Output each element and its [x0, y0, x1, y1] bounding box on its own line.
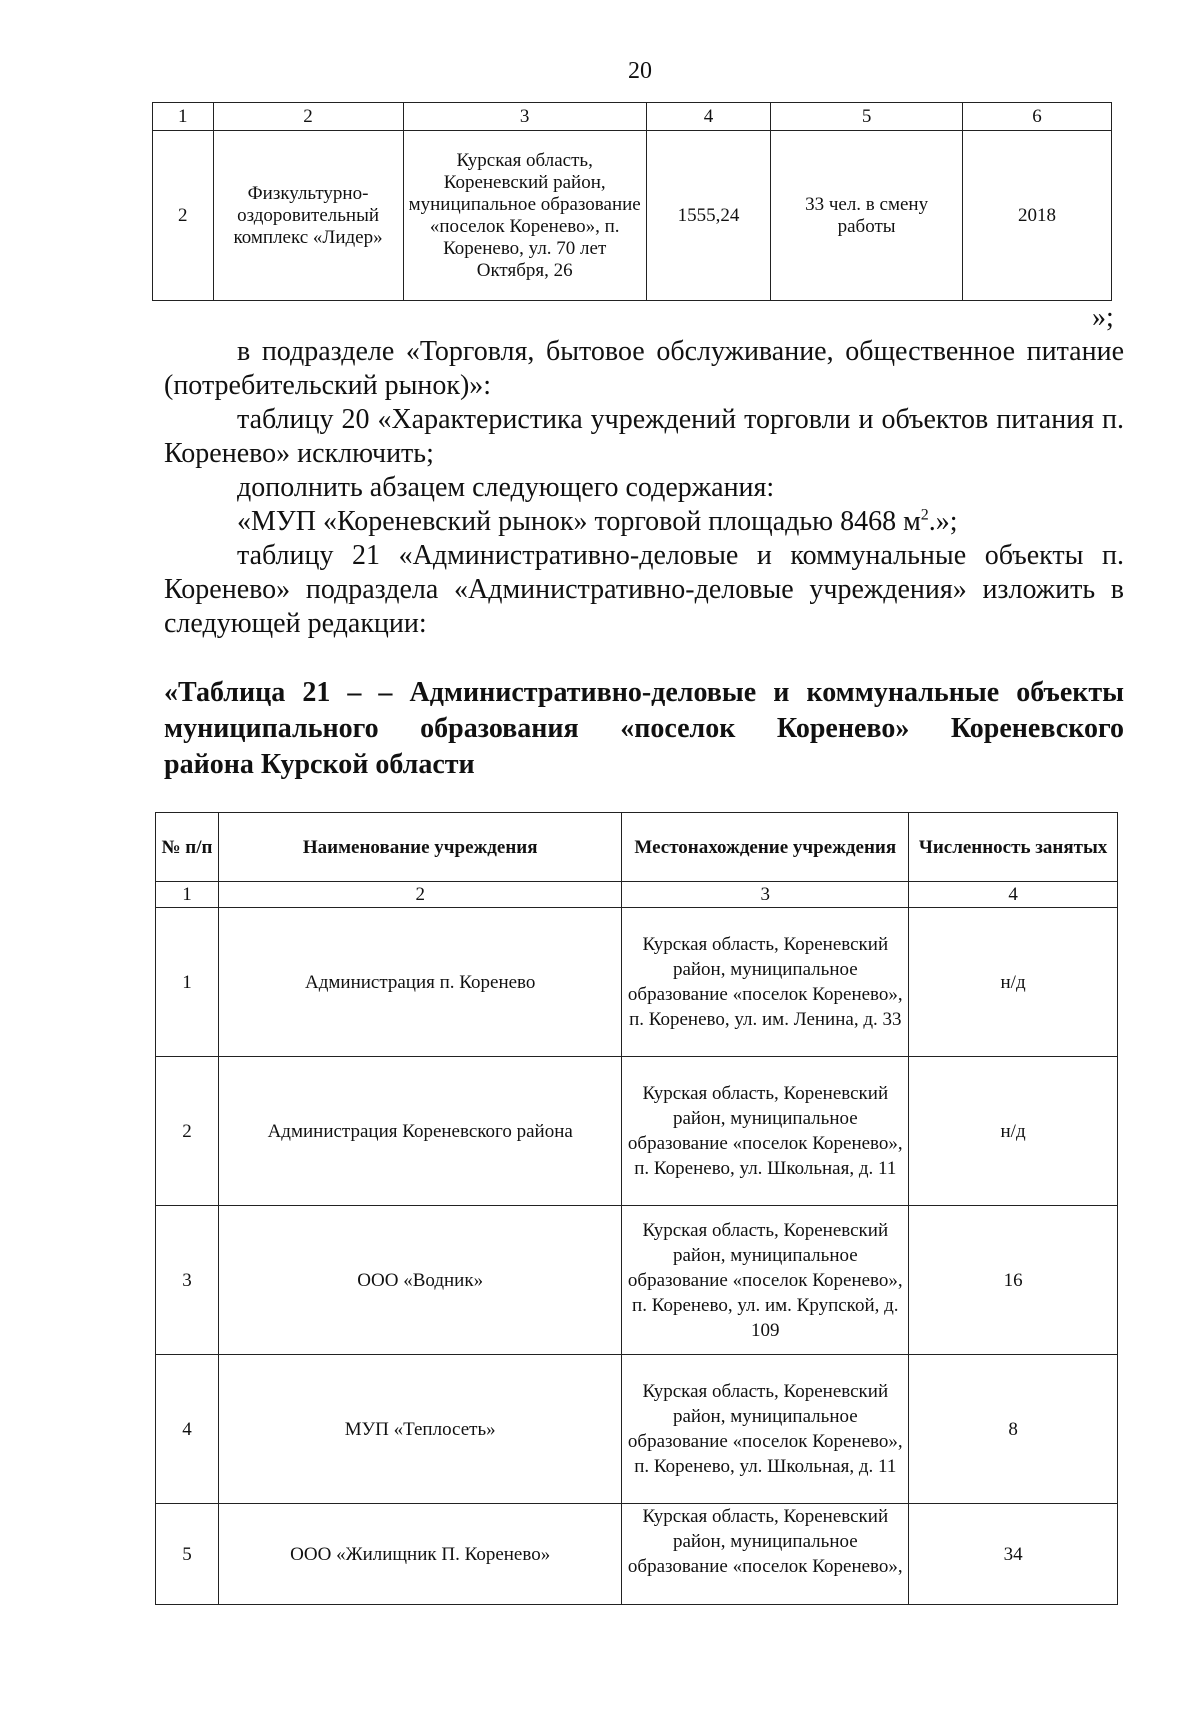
column-number: 3	[622, 882, 909, 908]
institution-address: Курская область, Кореневский район, муниципальное образование «поселок Коренево»,	[622, 1504, 909, 1605]
row-number: 1	[156, 908, 219, 1057]
employee-count: 34	[909, 1504, 1118, 1605]
institution-address: Курская область, Кореневский район, муниципальное образование «поселок Коренево», п. Коренево, ул. Школьная, д. 11	[622, 1057, 909, 1206]
column-number: 4	[909, 882, 1118, 908]
paragraph: дополнить абзацем следующего содержания:	[237, 472, 775, 503]
superscript: 2	[920, 506, 929, 524]
table-row	[153, 131, 1112, 301]
institution-address: Курская область, Кореневский район, муниципальное образование «поселок Коренево», п. Коренево, ул. им. Ленина, д. 33	[622, 908, 909, 1057]
table-row	[156, 1504, 1118, 1605]
row-number: 2	[153, 131, 214, 301]
column-header: Численность занятых	[909, 813, 1118, 882]
paragraph: таблицу 21 «Административно-деловые и коммунальные объекты п. Коренево» подраздела «Административно-деловые учреждения» изложить в следующей редакции:	[164, 540, 1124, 639]
table-title-line: «Таблица 21 – – Административно-деловые и коммунальные объекты	[164, 677, 1124, 708]
facility-name: Физкультурно-оздоровительный комплекс «Лидер»	[213, 131, 403, 301]
table-row	[156, 908, 1118, 1057]
employee-count: 16	[909, 1206, 1118, 1355]
employee-count: н/д	[909, 908, 1118, 1057]
column-number: 6	[963, 103, 1112, 131]
column-number: 5	[771, 103, 963, 131]
column-header: Местонахождение учреждения	[622, 813, 909, 882]
employee-count: 8	[909, 1355, 1118, 1504]
column-header: № п/п	[156, 813, 219, 882]
column-number: 2	[213, 103, 403, 131]
paragraph-text: «МУП «Кореневский рынок» торговой площадью 8468 м	[237, 506, 921, 537]
institution-name: Администрация Кореневского района	[218, 1057, 621, 1206]
paragraph	[164, 505, 1124, 539]
institution-address: Курская область, Кореневский район, муниципальное образование «поселок Коренево», п. Коренево, ул. Школьная, д. 11	[622, 1355, 909, 1504]
paragraph: таблицу 20 «Характеристика учреждений торговли и объектов питания п. Коренево» исключить;	[164, 404, 1124, 469]
column-number: 2	[218, 882, 621, 908]
institution-name: ООО «Жилищник П. Коренево»	[218, 1504, 621, 1605]
facility-capacity: 33 чел. в смену работы	[771, 131, 963, 301]
column-number: 4	[646, 103, 770, 131]
paragraph-text-end: .»;	[928, 506, 958, 537]
closing-quote-mark: »;	[1092, 302, 1114, 333]
column-number: 1	[156, 882, 219, 908]
table-row	[156, 1206, 1118, 1355]
table-title-line: муниципального образования «поселок Коренево» Кореневского	[164, 713, 1124, 744]
page-number: 20	[628, 58, 652, 84]
table-title-line: района Курской области	[164, 749, 475, 780]
column-number: 1	[153, 103, 214, 131]
column-header: Наименование учреждения	[218, 813, 621, 882]
row-number: 5	[156, 1504, 219, 1605]
institution-name: Администрация п. Коренево	[218, 908, 621, 1057]
institution-name: ООО «Водник»	[218, 1206, 621, 1355]
facility-address: Курская область, Кореневский район, муниципальное образование «поселок Коренево», п. Коренево, ул. 70 лет Октября, 26	[403, 131, 646, 301]
paragraph: в подразделе «Торговля, бытовое обслуживание, общественное питание (потребительский рынок)»:	[164, 336, 1124, 401]
top-table	[152, 102, 1112, 301]
column-number: 3	[403, 103, 646, 131]
institution-name: МУП «Теплосеть»	[218, 1355, 621, 1504]
row-number: 4	[156, 1355, 219, 1504]
table-row	[156, 1057, 1118, 1206]
body-text	[164, 335, 1124, 641]
row-number: 3	[156, 1206, 219, 1355]
employee-count: н/д	[909, 1057, 1118, 1206]
institution-address: Курская область, Кореневский район, муниципальное образование «поселок Коренево», п. Коренево, ул. им. Крупской, д. 109	[622, 1206, 909, 1355]
facility-year: 2018	[963, 131, 1112, 301]
row-number: 2	[156, 1057, 219, 1206]
column-number-row	[156, 882, 1118, 908]
table-row	[156, 1355, 1118, 1504]
header-row	[156, 813, 1118, 882]
table-title	[164, 675, 1124, 783]
facility-area: 1555,24	[646, 131, 770, 301]
column-number-row	[153, 103, 1112, 131]
main-table	[155, 812, 1118, 1605]
